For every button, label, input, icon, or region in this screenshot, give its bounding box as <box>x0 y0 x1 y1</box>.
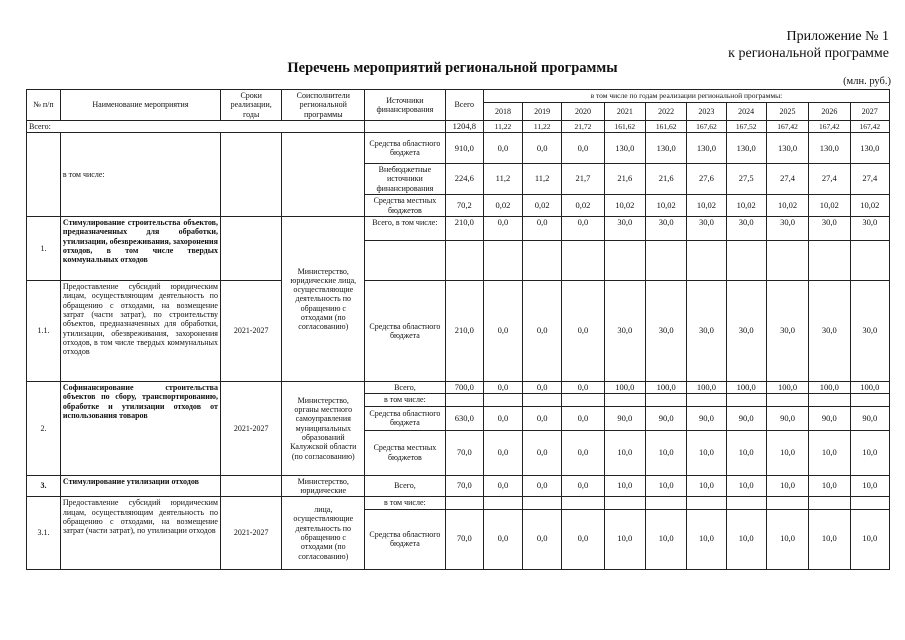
source-cell: в том числе: <box>365 497 446 509</box>
year-value-cell: 130,0 <box>809 133 850 164</box>
year-value-cell: 0,0 <box>523 406 562 430</box>
year-value-cell: 0,0 <box>562 475 604 497</box>
source-cell: Средства областного бюджета <box>365 133 446 164</box>
empty-cell <box>809 497 850 509</box>
year-value-cell: 100,0 <box>645 382 686 394</box>
year-value-cell: 130,0 <box>687 133 726 164</box>
item-executors: Министерство, органы местного самоуправления муниципальных образований Калужской области (по согласованию) <box>282 382 365 476</box>
empty-cell <box>766 497 808 509</box>
incl-label: в том числе: <box>60 133 220 217</box>
item-1-1-row <box>27 281 890 382</box>
year-value-cell: 0,0 <box>483 475 522 497</box>
year-value-cell: 11,22 <box>483 120 522 132</box>
year-value-cell: 10,02 <box>645 195 686 217</box>
total-cell: 70,0 <box>445 430 483 475</box>
year-value-cell: 10,0 <box>645 509 686 569</box>
empty-cell <box>483 241 522 281</box>
item-name: Стимулирование утилизации отходов <box>60 475 220 497</box>
item-num: 1.1. <box>27 281 61 382</box>
header-row <box>27 90 890 103</box>
empty-cell <box>604 394 645 406</box>
year-value-cell: 10,0 <box>766 509 808 569</box>
item-name: Предоставление субсидий юридическим лицам, осуществляющим деятельность по обращению с отходами, на возмещение затрат (части затрат), по утилизации отходов <box>60 497 220 569</box>
year-value-cell: 10,0 <box>645 475 686 497</box>
empty-cell <box>483 497 522 509</box>
item-terms: 2021-2027 <box>220 382 281 476</box>
empty-cell <box>726 394 766 406</box>
year-value-cell: 167,52 <box>726 120 766 132</box>
item-1-row <box>27 217 890 241</box>
empty-cell <box>726 497 766 509</box>
source-cell: Всего, <box>365 382 446 394</box>
year-value-cell: 0,0 <box>523 382 562 394</box>
year-header-2020: 2020 <box>562 102 604 120</box>
year-value-cell: 167,42 <box>809 120 850 132</box>
year-value-cell: 90,0 <box>645 406 686 430</box>
empty-cell <box>365 120 446 132</box>
source-cell: Внебюджетные источники финансирования <box>365 164 446 195</box>
empty-cell <box>850 394 889 406</box>
item-num: 3. <box>27 475 61 497</box>
empty-cell <box>645 497 686 509</box>
year-value-cell: 30,0 <box>850 281 889 382</box>
source-cell: Средства областного бюджета <box>365 406 446 430</box>
year-value-cell: 10,0 <box>850 475 889 497</box>
year-header-2022: 2022 <box>645 102 686 120</box>
year-value-cell: 10,0 <box>687 430 726 475</box>
year-value-cell: 30,0 <box>645 217 686 241</box>
source-cell: Средства областного бюджета <box>365 509 446 569</box>
year-value-cell: 10,0 <box>809 430 850 475</box>
empty-cell <box>562 241 604 281</box>
year-value-cell: 30,0 <box>809 281 850 382</box>
total-cell: 210,0 <box>445 217 483 241</box>
total-cell: 210,0 <box>445 281 483 382</box>
total-cell: 70,2 <box>445 195 483 217</box>
year-header-2023: 2023 <box>687 102 726 120</box>
empty-cell <box>562 497 604 509</box>
source-cell: Всего, <box>365 475 446 497</box>
empty-cell <box>687 497 726 509</box>
year-value-cell: 0,0 <box>523 281 562 382</box>
item-name: Предоставление субсидий юридическим лицам, осуществляющим деятельность по обращению с отходами, на возмещение затрат (части затрат), по строительству объектов, предназначенных для обработки, утилизации, обезвреживания, захоронения отходов, в том числе твердых коммунальных отходов <box>60 281 220 382</box>
empty-cell <box>687 394 726 406</box>
year-value-cell: 90,0 <box>604 406 645 430</box>
year-value-cell: 0,0 <box>483 406 522 430</box>
year-value-cell: 10,0 <box>604 430 645 475</box>
year-value-cell: 0,0 <box>523 430 562 475</box>
year-value-cell: 10,0 <box>766 475 808 497</box>
year-value-cell: 30,0 <box>766 281 808 382</box>
empty-cell <box>562 394 604 406</box>
year-value-cell: 130,0 <box>645 133 686 164</box>
empty-cell <box>365 241 446 281</box>
year-value-cell: 10,0 <box>809 475 850 497</box>
year-value-cell: 0,0 <box>483 382 522 394</box>
program-label: к региональной программе <box>728 46 889 61</box>
year-value-cell: 100,0 <box>687 382 726 394</box>
item-terms: 2021-2027 <box>220 497 281 569</box>
total-cell: 224,6 <box>445 164 483 195</box>
item-name: Софинансирование строительства объектов по сбору, транспортированию, обработке и утилизации отходов от использования товаров <box>60 382 220 476</box>
year-value-cell: 90,0 <box>726 406 766 430</box>
year-value-cell: 90,0 <box>687 406 726 430</box>
year-value-cell: 10,0 <box>850 430 889 475</box>
empty-cell <box>766 241 808 281</box>
year-value-cell: 10,0 <box>766 430 808 475</box>
incl-row <box>27 133 890 164</box>
empty-cell <box>645 241 686 281</box>
year-value-cell: 30,0 <box>766 217 808 241</box>
year-value-cell: 0,0 <box>523 475 562 497</box>
year-value-cell: 10,02 <box>766 195 808 217</box>
year-value-cell: 0,0 <box>523 509 562 569</box>
year-value-cell: 11,22 <box>523 120 562 132</box>
item-3-incl-row <box>27 497 890 509</box>
empty-cell <box>220 475 281 497</box>
year-value-cell: 27,4 <box>766 164 808 195</box>
year-value-cell: 100,0 <box>766 382 808 394</box>
year-value-cell: 11,2 <box>483 164 522 195</box>
year-value-cell: 0,0 <box>483 509 522 569</box>
source-cell: Средства областного бюджета <box>365 281 446 382</box>
year-value-cell: 10,02 <box>726 195 766 217</box>
col-terms-header: Сроки реализации, годы <box>220 90 281 121</box>
item-name: Стимулирование строительства объектов, предназначенных для обработки, утилизации, обезвреживания, захоронения отходов, в том числе твердых коммунальных отходов <box>60 217 220 281</box>
year-value-cell: 10,02 <box>687 195 726 217</box>
year-header-2021: 2021 <box>604 102 645 120</box>
year-header-2019: 2019 <box>523 102 562 120</box>
empty-cell <box>604 241 645 281</box>
year-value-cell: 10,0 <box>687 509 726 569</box>
year-header-2024: 2024 <box>726 102 766 120</box>
year-value-cell: 161,62 <box>604 120 645 132</box>
empty-cell <box>687 241 726 281</box>
year-value-cell: 10,0 <box>726 509 766 569</box>
year-value-cell: 10,0 <box>850 509 889 569</box>
item-num: 2. <box>27 382 61 476</box>
empty-cell <box>523 241 562 281</box>
year-value-cell: 10,0 <box>604 475 645 497</box>
item-3-row <box>27 475 890 497</box>
year-value-cell: 10,02 <box>850 195 889 217</box>
empty-cell <box>445 241 483 281</box>
year-value-cell: 0,02 <box>483 195 522 217</box>
empty-cell <box>809 241 850 281</box>
empty-cell <box>645 394 686 406</box>
year-value-cell: 0,0 <box>562 382 604 394</box>
year-value-cell: 30,0 <box>726 281 766 382</box>
year-header-2026: 2026 <box>809 102 850 120</box>
measures-table <box>26 89 890 570</box>
empty-cell <box>445 394 483 406</box>
year-header-2018: 2018 <box>483 102 522 120</box>
page-title: Перечень мероприятий региональной программы <box>287 60 618 76</box>
year-value-cell: 0,0 <box>562 430 604 475</box>
year-value-cell: 0,0 <box>562 509 604 569</box>
source-cell: Средства местных бюджетов <box>365 430 446 475</box>
total-label: Всего: <box>27 120 365 132</box>
year-value-cell: 21,6 <box>604 164 645 195</box>
year-value-cell: 30,0 <box>645 281 686 382</box>
year-value-cell: 10,0 <box>687 475 726 497</box>
col-num-header: № п/п <box>27 90 61 121</box>
year-value-cell: 167,42 <box>766 120 808 132</box>
year-value-cell: 0,0 <box>562 217 604 241</box>
year-header-2025: 2025 <box>766 102 808 120</box>
total-cell: 70,0 <box>445 475 483 497</box>
year-value-cell: 100,0 <box>850 382 889 394</box>
year-value-cell: 0,0 <box>483 133 522 164</box>
year-value-cell: 100,0 <box>604 382 645 394</box>
item-executors: Министерство, юридические лица, осуществляющие деятельность по обращению с отходами (по согласованию) <box>282 217 365 382</box>
year-value-cell: 167,42 <box>850 120 889 132</box>
year-value-cell: 10,0 <box>604 509 645 569</box>
col-years-group-header: в том числе по годам реализации региональной программы: <box>483 90 889 103</box>
year-value-cell: 0,0 <box>483 430 522 475</box>
empty-cell <box>220 133 281 217</box>
col-executors-header: Соисполнители региональной программы <box>282 90 365 121</box>
item-executors-top: Министерство, юридические <box>282 475 365 497</box>
year-value-cell: 27,6 <box>687 164 726 195</box>
item-num: 1. <box>27 217 61 281</box>
year-value-cell: 130,0 <box>766 133 808 164</box>
item-terms: 2021-2027 <box>220 281 281 382</box>
year-value-cell: 130,0 <box>726 133 766 164</box>
year-value-cell: 100,0 <box>809 382 850 394</box>
total-cell: 910,0 <box>445 133 483 164</box>
source-cell: Средства местных бюджетов <box>365 195 446 217</box>
item-executors-bottom: лица, осуществляющие деятельность по обращению с отходами (по согласованию) <box>282 497 365 569</box>
year-value-cell: 30,0 <box>604 281 645 382</box>
year-value-cell: 130,0 <box>604 133 645 164</box>
year-value-cell: 0,0 <box>523 217 562 241</box>
source-cell: Всего, в том числе: <box>365 217 446 241</box>
year-value-cell: 30,0 <box>687 217 726 241</box>
year-value-cell: 10,02 <box>604 195 645 217</box>
year-value-cell: 21,6 <box>645 164 686 195</box>
appendix-label: Приложение № 1 <box>786 29 889 44</box>
col-sources-header: Источники финансирования <box>365 90 446 121</box>
year-value-cell: 0,0 <box>562 133 604 164</box>
empty-cell <box>445 497 483 509</box>
year-value-cell: 11,2 <box>523 164 562 195</box>
empty-cell <box>483 394 522 406</box>
year-value-cell: 130,0 <box>850 133 889 164</box>
empty-cell <box>850 497 889 509</box>
unit-label: (млн. руб.) <box>843 76 891 87</box>
year-value-cell: 100,0 <box>726 382 766 394</box>
item-num: 3.1. <box>27 497 61 569</box>
year-value-cell: 167,62 <box>687 120 726 132</box>
source-cell: в том числе: <box>365 394 446 406</box>
empty-cell <box>220 217 281 281</box>
year-value-cell: 10,02 <box>809 195 850 217</box>
year-value-cell: 90,0 <box>809 406 850 430</box>
empty-cell <box>27 133 61 217</box>
year-value-cell: 21,7 <box>562 164 604 195</box>
year-value-cell: 0,02 <box>562 195 604 217</box>
year-value-cell: 10,0 <box>726 430 766 475</box>
year-value-cell: 0,0 <box>523 133 562 164</box>
empty-cell <box>850 241 889 281</box>
empty-cell <box>809 394 850 406</box>
total-sum: 1204,8 <box>445 120 483 132</box>
year-value-cell: 27,4 <box>850 164 889 195</box>
total-cell: 700,0 <box>445 382 483 394</box>
year-value-cell: 30,0 <box>850 217 889 241</box>
empty-cell <box>282 133 365 217</box>
total-cell: 630,0 <box>445 406 483 430</box>
empty-cell <box>523 394 562 406</box>
empty-cell <box>523 497 562 509</box>
col-name-header: Наименование мероприятия <box>60 90 220 121</box>
year-value-cell: 0,0 <box>483 217 522 241</box>
year-value-cell: 30,0 <box>809 217 850 241</box>
year-value-cell: 0,0 <box>483 281 522 382</box>
year-value-cell: 30,0 <box>604 217 645 241</box>
item-2-row <box>27 382 890 394</box>
year-value-cell: 21,72 <box>562 120 604 132</box>
year-value-cell: 27,4 <box>809 164 850 195</box>
year-value-cell: 0,0 <box>562 406 604 430</box>
year-value-cell: 90,0 <box>850 406 889 430</box>
year-value-cell: 27,5 <box>726 164 766 195</box>
year-value-cell: 10,0 <box>809 509 850 569</box>
year-value-cell: 161,62 <box>645 120 686 132</box>
year-value-cell: 0,0 <box>562 281 604 382</box>
empty-cell <box>604 497 645 509</box>
col-total-header: Всего <box>445 90 483 121</box>
year-value-cell: 90,0 <box>766 406 808 430</box>
year-value-cell: 30,0 <box>687 281 726 382</box>
empty-cell <box>726 241 766 281</box>
total-cell: 70,0 <box>445 509 483 569</box>
year-value-cell: 0,02 <box>523 195 562 217</box>
year-value-cell: 10,0 <box>726 475 766 497</box>
year-value-cell: 10,0 <box>645 430 686 475</box>
year-header-2027: 2027 <box>850 102 889 120</box>
total-row <box>27 120 890 132</box>
empty-cell <box>766 394 808 406</box>
year-value-cell: 30,0 <box>726 217 766 241</box>
